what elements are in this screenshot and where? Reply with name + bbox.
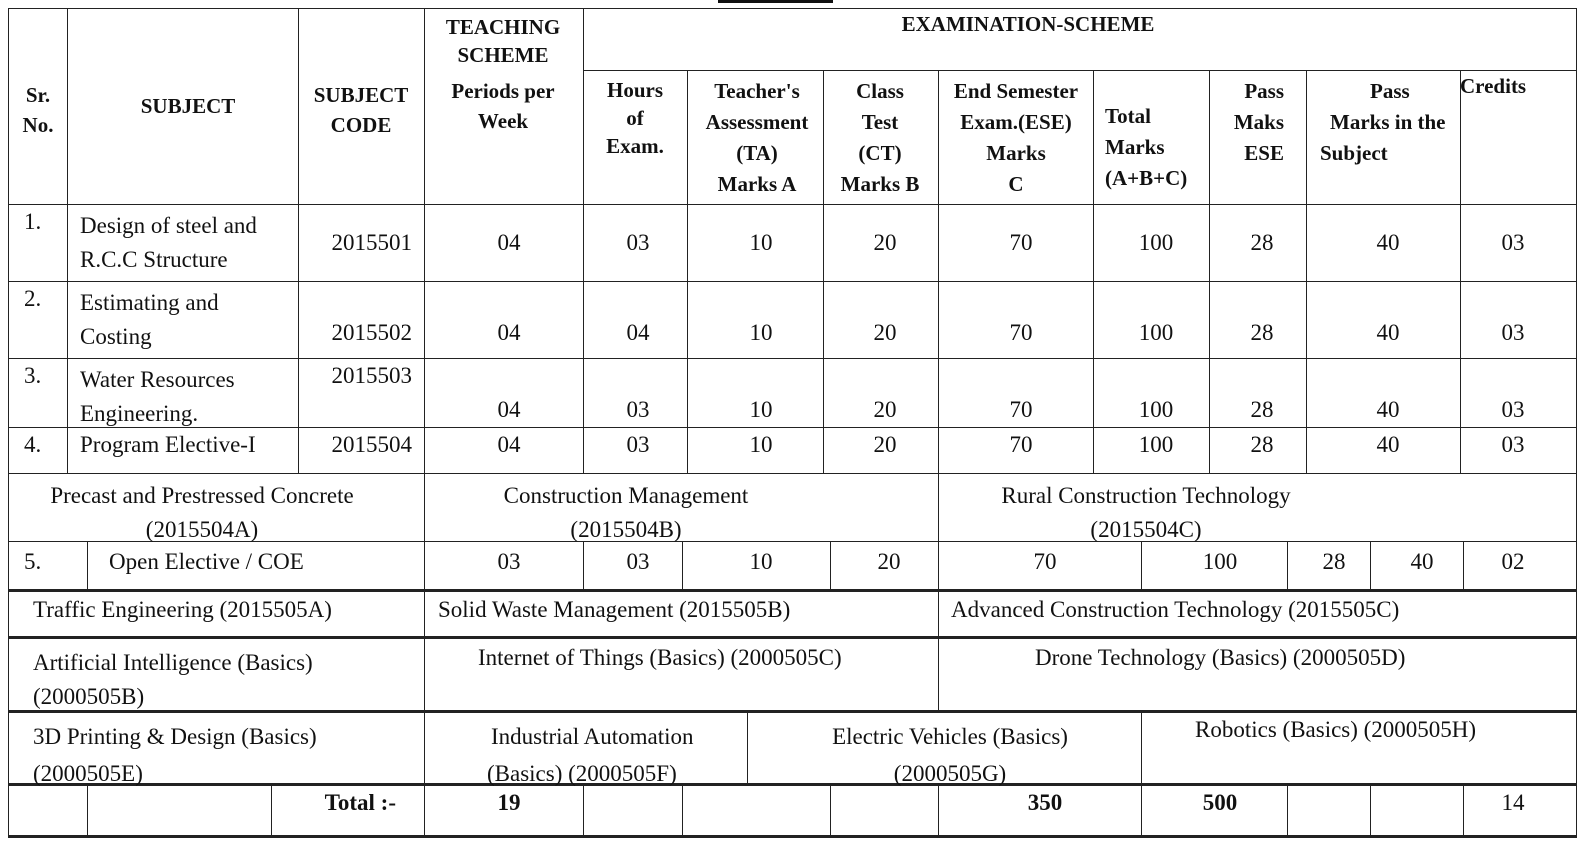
grid-line <box>8 358 1577 359</box>
grid-line <box>1463 541 1464 589</box>
row-5-ta: 10 <box>749 549 773 574</box>
grid-line <box>1287 783 1288 836</box>
row-4-total: 100 <box>1138 432 1174 457</box>
row-2-ese: 70 <box>1009 320 1033 345</box>
grid-line <box>687 70 688 473</box>
row-5-sr: 5. <box>24 549 42 574</box>
grid-line <box>823 70 824 473</box>
row-1-pass-subject: 40 <box>1376 230 1400 255</box>
row-4-subject: Program Elective-I <box>80 432 256 457</box>
program-elective-a: Precast and Prestressed Concrete (2015504A) <box>50 483 354 542</box>
grid-line <box>1460 70 1461 473</box>
grid-line <box>8 8 9 837</box>
row-4-hours: 03 <box>626 432 650 457</box>
total-credits: 14 <box>1501 790 1525 815</box>
grid-line <box>298 8 299 473</box>
grid-line <box>1287 541 1288 589</box>
grid-line <box>583 8 584 473</box>
grid-line <box>1141 541 1142 589</box>
row-4-pass-subject: 40 <box>1376 432 1400 457</box>
row-2-total: 100 <box>1138 320 1174 345</box>
row-1-code: 2015501 <box>331 230 412 255</box>
grid-line <box>583 541 584 589</box>
header-subject: SUBJECT <box>140 94 236 118</box>
row-5-credits: 02 <box>1501 549 1525 574</box>
grid-line <box>8 473 1577 474</box>
row-4-credits: 03 <box>1501 432 1525 457</box>
row-4-ct: 20 <box>873 432 897 457</box>
open-elective-option-3d-printing: 3D Printing & Design (Basics) (2000505E) <box>33 724 317 786</box>
grid-line <box>938 70 939 541</box>
row-4-code: 2015504 <box>331 432 412 457</box>
header-total-marks: Total Marks (A+B+C) <box>1105 104 1188 190</box>
row-3-total: 100 <box>1138 397 1174 422</box>
row-1-pass-ese: 28 <box>1250 230 1274 255</box>
grid-line <box>1141 710 1142 783</box>
row-2-ct: 20 <box>873 320 897 345</box>
row-1-ese: 70 <box>1009 230 1033 255</box>
scheme-table <box>8 8 1577 838</box>
total-label: Total :- <box>324 790 396 815</box>
total-marks: 500 <box>1202 790 1238 815</box>
grid-line <box>424 8 425 837</box>
row-5-periods: 03 <box>497 549 521 574</box>
row-2-ta: 10 <box>749 320 773 345</box>
row-1-credits: 03 <box>1501 230 1525 255</box>
row-5-hours: 03 <box>626 549 650 574</box>
grid-line <box>938 541 939 589</box>
row-1-sr: 1. <box>24 209 42 234</box>
row-1-hours: 03 <box>626 230 650 255</box>
open-elective-option-ai: Artificial Intelligence (Basics) (2000505B) <box>33 650 313 709</box>
header-subject-code: SUBJECT CODE <box>313 83 409 137</box>
row-2-pass-subject: 40 <box>1376 320 1400 345</box>
row-2-hours: 04 <box>626 320 650 345</box>
open-elective-option-b: Solid Waste Management (2015505B) <box>438 597 791 622</box>
header-credits: Credits <box>1460 74 1527 98</box>
grid-line <box>1576 8 1577 837</box>
header-examination-scheme: EXAMINATION-SCHEME <box>901 12 1155 36</box>
open-elective-option-iot: Internet of Things (Basics) (2000505C) <box>478 645 842 670</box>
grid-line <box>8 835 1577 838</box>
grid-line <box>1370 541 1371 589</box>
open-elective-option-a: Traffic Engineering (2015505A) <box>33 597 332 622</box>
grid-line <box>1306 70 1307 473</box>
grid-line <box>8 204 1577 205</box>
header-hours-of-exam: Hours of Exam. <box>606 78 664 158</box>
row-2-credits: 03 <box>1501 320 1525 345</box>
row-2-subject: Estimating and Costing <box>80 290 219 349</box>
row-4-ta: 10 <box>749 432 773 457</box>
row-5-ct: 20 <box>877 549 901 574</box>
row-3-ta: 10 <box>749 397 773 422</box>
open-elective-option-c: Advanced Construction Technology (2015505C) <box>951 597 1400 622</box>
header-teachers-assessment: Teacher's Assessment (TA) Marks A <box>705 79 809 196</box>
row-1-ct: 20 <box>873 230 897 255</box>
grid-line <box>1141 783 1142 836</box>
row-1-total: 100 <box>1138 230 1174 255</box>
header-sr-no: Sr. No. <box>22 83 54 137</box>
row-5-subject: Open Elective / COE <box>109 549 304 574</box>
row-3-pass-subject: 40 <box>1376 397 1400 422</box>
grid-line <box>583 70 1577 71</box>
open-elective-option-drone: Drone Technology (Basics) (2000505D) <box>1035 645 1406 670</box>
header-pass-marks-subject: Pass Marks in the Subject <box>1320 79 1446 165</box>
row-5-total: 100 <box>1202 549 1238 574</box>
grid-line <box>830 541 831 589</box>
row-1-subject: Design of steel and R.C.C Structure <box>80 213 257 272</box>
row-3-hours: 03 <box>626 397 650 422</box>
row-4-ese: 70 <box>1009 432 1033 457</box>
total-periods: 19 <box>497 790 521 815</box>
row-3-ct: 20 <box>873 397 897 422</box>
grid-line <box>8 589 1577 592</box>
grid-line <box>1209 70 1210 473</box>
row-4-sr: 4. <box>24 432 42 457</box>
row-5-ese: 70 <box>1033 549 1057 574</box>
row-5-pass-subject: 40 <box>1410 549 1434 574</box>
grid-line <box>8 427 1577 428</box>
grid-line <box>682 541 683 589</box>
row-3-sr: 3. <box>24 363 42 388</box>
open-elective-option-robotics: Robotics (Basics) (2000505H) <box>1195 717 1477 742</box>
row-3-code: 2015503 <box>331 363 412 388</box>
grid-line <box>747 710 748 783</box>
grid-line <box>8 8 1577 9</box>
row-4-pass-ese: 28 <box>1250 432 1274 457</box>
row-1-ta: 10 <box>749 230 773 255</box>
header-teaching-scheme: TEACHING SCHEME <box>445 15 561 67</box>
row-2-pass-ese: 28 <box>1250 320 1274 345</box>
row-3-pass-ese: 28 <box>1250 397 1274 422</box>
grid-line <box>67 8 68 473</box>
row-3-ese: 70 <box>1009 397 1033 422</box>
program-elective-b: Construction Management (2015504B) <box>503 483 749 542</box>
open-elective-option-electric-vehicles: Electric Vehicles (Basics) (2000505G) <box>832 724 1068 786</box>
open-elective-option-industrial-automation: Industrial Automation (Basics) (2000505F) <box>487 724 694 786</box>
program-elective-c: Rural Construction Technology (2015504C) <box>1001 483 1291 542</box>
header-periods-per-week: Periods per Week <box>451 79 555 133</box>
header-end-semester: End Semester Exam.(ESE) Marks C <box>953 79 1079 196</box>
row-1-periods: 04 <box>497 230 521 255</box>
grid-line <box>1093 70 1094 473</box>
header-pass-marks-ese: Pass Maks ESE <box>1233 79 1284 165</box>
top-rule <box>718 0 833 3</box>
row-2-periods: 04 <box>497 320 521 345</box>
row-2-code: 2015502 <box>331 320 412 345</box>
grid-line <box>1463 783 1464 836</box>
header-class-test: Class Test (CT) Marks B <box>840 79 920 196</box>
row-5-pass-ese: 28 <box>1322 549 1346 574</box>
grid-line <box>1370 783 1371 836</box>
row-3-subject: Water Resources Engineering. <box>80 367 235 426</box>
grid-line <box>8 281 1577 282</box>
row-2-sr: 2. <box>24 286 42 311</box>
grid-line <box>8 636 1577 639</box>
row-3-periods: 04 <box>497 397 521 422</box>
row-4-periods: 04 <box>497 432 521 457</box>
row-3-credits: 03 <box>1501 397 1525 422</box>
grid-line <box>87 541 88 589</box>
grid-line <box>938 589 939 710</box>
total-ese: 350 <box>1027 790 1063 815</box>
